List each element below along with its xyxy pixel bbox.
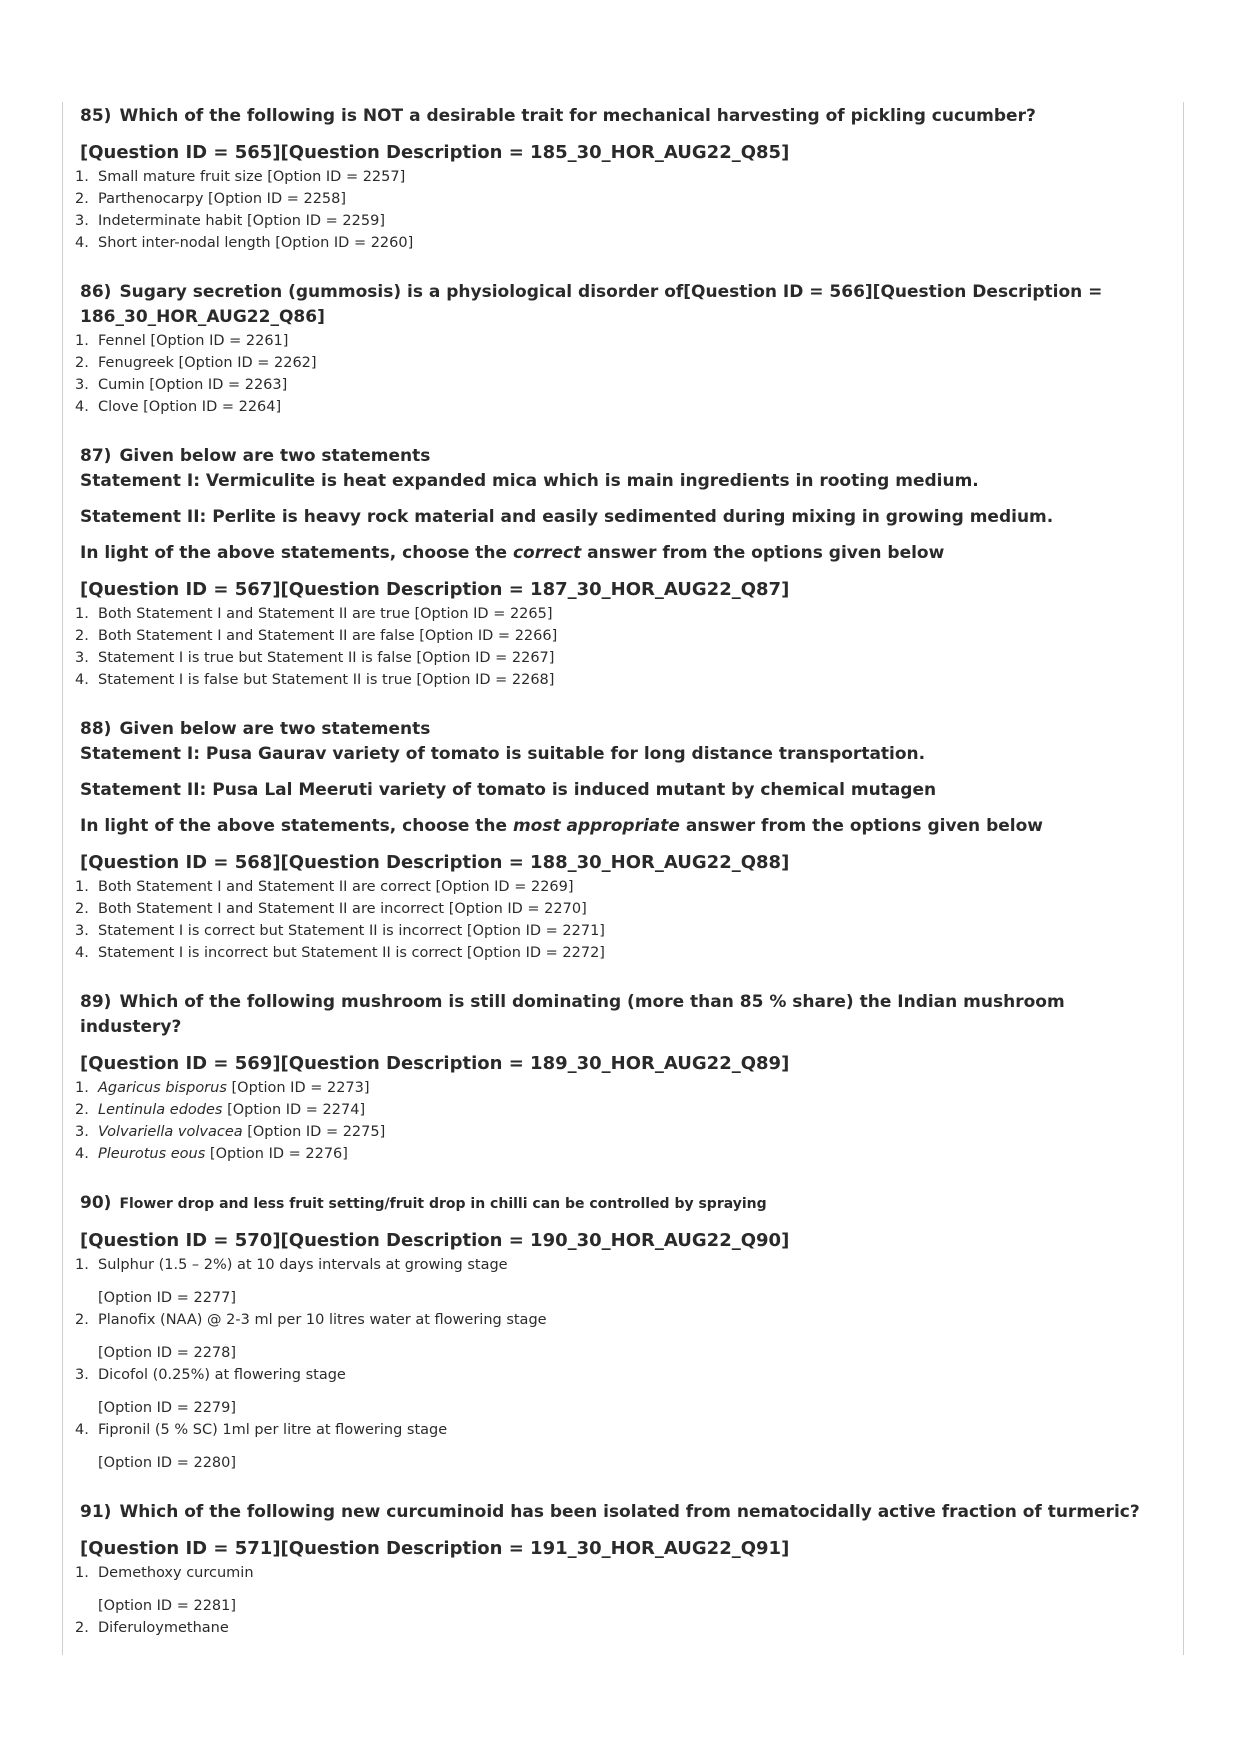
- option-item: 1. Fennel [Option ID = 2261]: [75, 333, 289, 349]
- option-list: [75, 603, 1160, 691]
- option-item: 2. Diferuloymethane: [75, 1620, 229, 1636]
- statement-two: Statement II: Perlite is heavy rock material and easily sedimented during mixing in growing medium.: [80, 507, 1054, 527]
- question-id-line: [Question ID = 567][Question Description = 187_30_HOR_AUG22_Q87]: [80, 579, 790, 600]
- option-item: 1. Agaricus bisporus [Option ID = 2273]: [75, 1080, 370, 1096]
- option-item: 1. Both Statement I and Statement II are correct [Option ID = 2269]: [75, 879, 574, 895]
- option-item: 2. Both Statement I and Statement II are incorrect [Option ID = 2270]: [75, 901, 587, 917]
- question-id-line: [Question ID = 565][Question Description = 185_30_HOR_AUG22_Q85]: [80, 142, 790, 163]
- option-item: 4. Pleurotus eous [Option ID = 2276]: [75, 1146, 348, 1162]
- option-item: 2. Planofix (NAA) @ 2-3 ml per 10 litres water at flowering stage [Option ID = 2278]: [75, 1312, 547, 1361]
- option-item: 3. Dicofol (0.25%) at flowering stage [Option ID = 2279]: [75, 1367, 346, 1416]
- option-item: 4. Statement I is incorrect but Statement II is correct [Option ID = 2272]: [75, 945, 605, 961]
- option-item: 1. Small mature fruit size [Option ID = 2257]: [75, 169, 406, 185]
- instruction: In light of the above statements, choose the correct answer from the options given below: [80, 543, 945, 563]
- question-89: [75, 990, 1160, 1165]
- option-item: 4. Fipronil (5 % SC) 1ml per litre at flowering stage [Option ID = 2280]: [75, 1422, 448, 1471]
- statement-one: Statement I: Pusa Gaurav variety of tomato is suitable for long distance transportation.: [80, 744, 926, 764]
- question-90: [75, 1191, 1160, 1474]
- option-item: 4. Statement I is false but Statement II is true [Option ID = 2268]: [75, 672, 555, 688]
- question-stem: 91) Which of the following new curcuminoid has been isolated from nematocidally active fraction of turmeric?: [80, 1502, 1140, 1522]
- option-item: 2. Parthenocarpy [Option ID = 2258]: [75, 191, 347, 207]
- option-list: [75, 1077, 1160, 1165]
- question-stem: 87) Given below are two statements: [80, 446, 431, 466]
- option-item: 3. Cumin [Option ID = 2263]: [75, 377, 288, 393]
- question-stem: 85) Which of the following is NOT a desirable trait for mechanical harvesting of pickling cucumber?: [80, 106, 1036, 126]
- option-list: [75, 330, 1160, 418]
- question-88: [75, 717, 1160, 964]
- question-stem: 90) Flower drop and less fruit setting/fruit drop in chilli can be controlled by spraying: [80, 1193, 767, 1213]
- question-id-line: [Question ID = 569][Question Description = 189_30_HOR_AUG22_Q89]: [80, 1053, 790, 1074]
- option-item: 1. Demethoxy curcumin [Option ID = 2281]: [75, 1565, 254, 1614]
- option-item: 3. Statement I is true but Statement II is false [Option ID = 2267]: [75, 650, 555, 666]
- question-86: [75, 280, 1160, 418]
- option-list: [75, 876, 1160, 964]
- question-stem: 89) Which of the following mushroom is still dominating (more than 85 % share) the Indian mushroom industery?: [80, 992, 1065, 1037]
- question-id-line: [Question ID = 571][Question Description = 191_30_HOR_AUG22_Q91]: [80, 1538, 790, 1559]
- option-item: 2. Lentinula edodes [Option ID = 2274]: [75, 1102, 366, 1118]
- question-paper: [75, 104, 1160, 1665]
- question-91: [75, 1500, 1160, 1639]
- question-stem: 86) Sugary secretion (gummosis) is a physiological disorder of[Question ID = 566][Question Description = 186_30_HOR_AUG22_Q86]: [80, 282, 1103, 327]
- option-item: 4. Short inter-nodal length [Option ID = 2260]: [75, 235, 414, 251]
- statement-two: Statement II: Pusa Lal Meeruti variety of tomato is induced mutant by chemical mutagen: [80, 780, 937, 800]
- question-87: [75, 444, 1160, 691]
- option-item: 3. Statement I is correct but Statement II is incorrect [Option ID = 2271]: [75, 923, 605, 939]
- question-id-line: [Question ID = 570][Question Description = 190_30_HOR_AUG22_Q90]: [80, 1230, 790, 1251]
- question-id-line: [Question ID = 568][Question Description = 188_30_HOR_AUG22_Q88]: [80, 852, 790, 873]
- question-stem: 88) Given below are two statements: [80, 719, 431, 739]
- statement-one: Statement I: Vermiculite is heat expanded mica which is main ingredients in rooting medium.: [80, 471, 979, 491]
- option-list: [75, 166, 1160, 254]
- option-item: 2. Fenugreek [Option ID = 2262]: [75, 355, 317, 371]
- option-item: 3. Volvariella volvacea [Option ID = 2275]: [75, 1124, 386, 1140]
- option-list: [75, 1562, 1160, 1639]
- option-item: 1. Sulphur (1.5 – 2%) at 10 days intervals at growing stage [Option ID = 2277]: [75, 1257, 508, 1306]
- option-item: 2. Both Statement I and Statement II are false [Option ID = 2266]: [75, 628, 558, 644]
- option-list: [75, 1254, 1160, 1474]
- instruction: In light of the above statements, choose the most appropriate answer from the options given below: [80, 816, 1043, 836]
- option-item: 1. Both Statement I and Statement II are true [Option ID = 2265]: [75, 606, 553, 622]
- option-item: 3. Indeterminate habit [Option ID = 2259]: [75, 213, 385, 229]
- question-85: [75, 104, 1160, 254]
- option-item: 4. Clove [Option ID = 2264]: [75, 399, 282, 415]
